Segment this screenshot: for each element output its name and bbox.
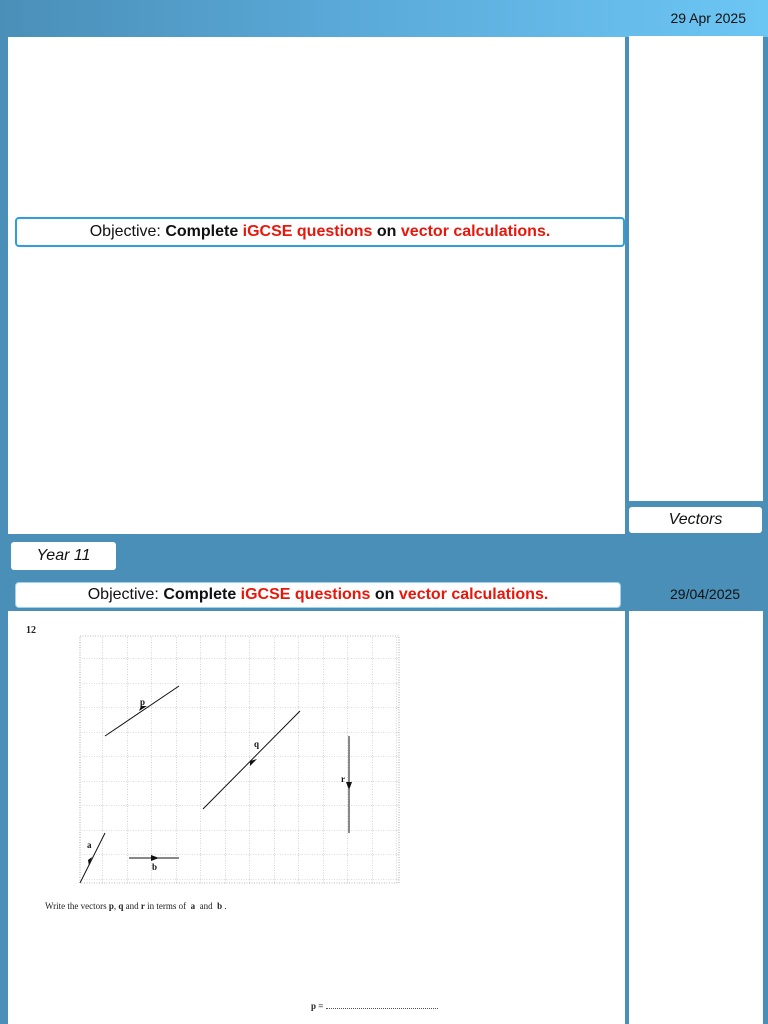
objective-banner-2	[15, 582, 621, 608]
grid-background	[80, 636, 399, 883]
answer-label: p =	[311, 1001, 324, 1011]
instruction-text: .	[222, 901, 227, 911]
slide-date: 29 Apr 2025	[670, 10, 746, 26]
side-panel-2	[629, 611, 763, 1024]
instruction-text: and	[195, 901, 218, 911]
instruction-text: Write the vectors	[45, 901, 109, 911]
vector-r-label: r	[341, 774, 345, 784]
instruction-text: and	[123, 901, 141, 911]
year-label: Year 11	[11, 542, 116, 570]
instruction-r: r	[140, 901, 145, 911]
objective-highlight-1: iGCSE questions	[242, 223, 373, 240]
question-instruction	[45, 901, 227, 911]
topic-label: Vectors	[629, 507, 762, 533]
objective-prefix: Objective:	[87, 586, 164, 603]
vector-grid-diagram	[78, 634, 402, 886]
instruction-text: ,	[113, 901, 119, 911]
side-panel	[629, 36, 763, 501]
answer-blank	[326, 1008, 438, 1009]
objective-connector: on	[370, 586, 399, 603]
objective-highlight-1: iGCSE questions	[240, 586, 371, 603]
objective-highlight-2: vector calculations.	[400, 223, 551, 240]
vector-q-label: q	[254, 739, 260, 749]
vector-p-label: p	[140, 697, 146, 707]
vector-b-label: b	[152, 862, 158, 872]
objective-highlight-2: vector calculations.	[398, 586, 549, 603]
instruction-p: p	[108, 901, 114, 911]
instruction-q: q	[118, 901, 124, 911]
slide-date-2: 29/04/2025	[670, 586, 741, 602]
main-content-panel	[8, 37, 625, 534]
instruction-a: a	[190, 901, 196, 911]
objective-verb: Complete	[163, 586, 241, 603]
objective-verb: Complete	[165, 223, 243, 240]
vector-a-label: a	[87, 840, 92, 850]
answer-line	[311, 1001, 438, 1011]
instruction-text: in terms of	[144, 901, 191, 911]
objective-prefix: Objective:	[89, 223, 166, 240]
top-header-bar	[0, 0, 768, 37]
instruction-b: b	[217, 901, 223, 911]
objective-connector: on	[372, 223, 401, 240]
objective-banner	[15, 217, 625, 247]
question-number: 12	[26, 625, 36, 636]
